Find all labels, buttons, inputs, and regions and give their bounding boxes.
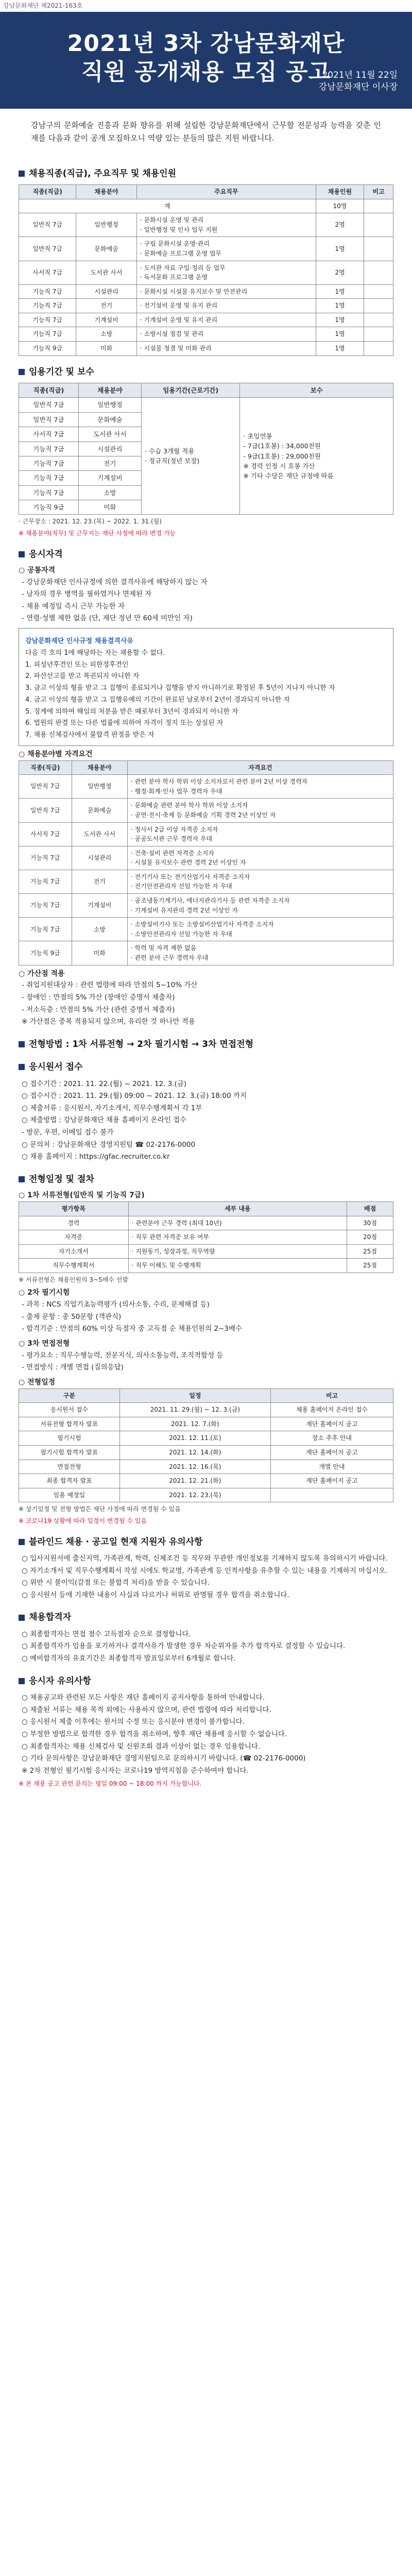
field-cell: 기계설비 [76,313,137,327]
pay-title: · 초임연봉 [243,432,272,440]
list-item: ※ 가산점은 중복 적용되지 않으며, 유리한 것 하나만 적용 [22,1018,195,1026]
work-place-note: · 근무장소 : 2021. 12. 23.(목) ~ 2022. 1. 31.(월) [19,518,162,526]
jobs-table [19,184,393,356]
section-process-title: 전형방법 : 1차 서류전형 → 2차 필기시험 → 3차 면접전형 [29,1039,254,1049]
common-qual-list [19,577,393,625]
remark-cell [364,327,393,342]
table-header-cell: 채용분야 [72,760,127,775]
common-qual-title: ○ 공통자격 [19,566,56,574]
bonus-title: ○ 가산점 적용 [19,969,65,978]
field-cell: 소방 [76,327,137,342]
remark-cell: 재단 홈페이지 공고 [270,1446,393,1460]
remark-cell: 장소 추후 안내 [270,1431,393,1446]
doc-screen-note: ※ 서류전형은 채용인원의 3~5배수 선발 [19,1276,128,1283]
section-application [0,1060,412,1163]
rank-cell: 기능직 7급 [19,485,79,500]
count-cell: 1명 [316,313,364,327]
step-cell: 면접전형 [19,1460,120,1474]
field-cell: 전기 [78,456,141,470]
item-cell: 자격증 [19,1230,129,1245]
list-item: ※ 2차 전형인 필기시험 응시자는 코로나19 방역지침을 준수하여야 합니다. [22,1766,249,1775]
condition-cell: · 문화예술 관련 분야 학사 학위 이상 소지자 · 공연·전시·축제 등 문화예술 기획 경력 2년 이상인 자 [127,799,393,822]
rank-cell: 일반직 7급 [19,398,79,412]
table-row [19,398,393,412]
list-item: - 채용 예정일 즉시 근무 가능한 자 [22,602,125,611]
count-cell: 1명 [316,299,364,313]
table-row [19,1417,393,1431]
field-cell: 시설관리 [76,284,137,299]
table-row [19,261,393,284]
list-item: ○ 부정한 방법으로 합격한 경우 합격을 취소하며, 향후 재단 채용에 응시할 수 없습니다. [22,1730,287,1738]
table-header-cell: 비고 [270,1388,393,1403]
final-note: ※ 본 채용 공고 관련 문의는 평일 09:00 ~ 18:00 까지 가능합니다. [19,1780,202,1788]
table-header-cell: 직종(직급) [19,383,79,398]
pay-line: ※ 경력 인정 시 호봉 가산 [243,462,315,470]
section-pay-heading [19,365,393,379]
item-cell: 직무수행계획서 [19,1259,129,1273]
step-cell: 임용 예정일 [19,1488,120,1502]
table-header-cell: 배점 [347,1201,393,1216]
table-row [19,822,393,846]
list-item: ○ 채용공고와 관련된 모든 사항은 재단 홈페이지 공지사항을 통하여 안내합니다. [22,1693,265,1702]
rank-cell: 사서직 7급 [19,822,72,846]
list-item: ○ 기타 문의사항은 강남문화재단 경영지원팀으로 문의하시기 바랍니다. (☎ 02-2176-0000) [22,1754,306,1763]
section-jobs [0,167,412,356]
list-item: ○ 접수시간 : 2021. 11. 29.(월) 09:00 ~ 2021. 12. 3.(금) 18:00 까지 [22,1092,247,1100]
result-list [19,1629,393,1665]
list-item: - 방문, 우편, 이메일 접수 불가 [22,1128,114,1137]
rank-cell: 기능직 9급 [19,500,79,515]
rank-cell: 기능직 9급 [19,941,72,965]
disqualification-line: 7. 채용 신체검사에서 불합격 판정을 받은 자 [25,731,154,739]
duty-cell: · 문화시설 운영 및 관리 · 일반행정 및 인사 업무 지원 [136,213,316,237]
list-item: ○ 제출방법 : 강남문화재단 채용 홈페이지 온라인 접수 [22,1116,187,1125]
condition-cell: · 건축·설비 관련 자격증 소지자 · 시설물 유지보수 관련 경력 2년 이상인 자 [127,846,393,870]
table-header-cell: 자격요건 [127,760,393,775]
total-count-cell: 10명 [316,199,364,213]
rank-cell: 일반직 7급 [19,775,72,799]
exam-list [19,1299,393,1335]
step-cell: 응시원서 접수 [19,1403,120,1417]
table-row [19,1431,393,1446]
square-bullet-icon [19,1615,25,1621]
doc-screen-table [19,1201,393,1273]
title-banner [0,12,412,109]
date-cell: 2021. 12. 21.(화) [119,1474,270,1488]
list-item: - 과목 : NCS 직업기초능력평가 (의사소통, 수리, 문제해결 등) [22,1300,210,1309]
bonus-list [19,979,393,1028]
table-row [19,775,393,799]
square-bullet-icon [19,369,25,375]
remark-cell [364,299,393,313]
pay-table [19,383,393,515]
remark-cell: 재단 홈페이지 공고 [270,1474,393,1488]
rank-cell: 일반직 7급 [19,237,76,261]
square-bullet-icon [19,551,25,557]
banner-title-line2: 직원 공개채용 모집 공고 [81,58,331,85]
list-item: - 평가요소 : 직무수행능력, 전문지식, 의사소통능력, 조직적합성 등 [22,1351,224,1360]
section-notes-heading [19,1674,393,1688]
remark-cell [364,213,393,237]
count-cell: 1명 [316,342,364,356]
section-result-title: 채용합격자 [29,1612,72,1623]
table-row [19,1403,393,1417]
section-schedule [0,1173,412,1526]
table-row [19,1488,393,1502]
table-header-cell: 직종(직급) [19,760,72,775]
field-cell: 전기 [76,299,137,313]
application-list [19,1078,393,1163]
table-row [19,846,393,870]
table-row [19,1474,393,1488]
list-item: - 저소득층 : 만점의 5% 가산 (관련 증명서 제출자) [22,1005,175,1014]
rank-cell: 기능직 7급 [19,327,76,342]
table-row [19,941,393,965]
schedule-note-1: ※ 상기일정 및 전형 방법은 재단 사정에 따라 변경될 수 있음 [19,1505,181,1513]
rank-cell: 기능직 7급 [19,846,72,870]
condition-cell: · 정사서 2급 이상 자격증 소지자 · 공공도서관 근무 경력자 우대 [127,822,393,846]
section-process-heading [19,1038,393,1051]
table-header-cell: 임용기간(근로기간) [142,383,240,398]
disqualification-line: 2. 파산선고를 받고 복권되지 아니한 자 [25,672,140,681]
banner-date: 2021년 11월 22일 [322,70,398,80]
count-cell: 2명 [316,213,364,237]
field-cell: 도서관 사서 [72,822,127,846]
detail-cell: · 직무 이해도 및 수행계획 [128,1259,347,1273]
list-item: ○ 최종합격자는 채용 신체검사 및 신원조회 결과 이상이 없는 경우 임용합니다. [22,1742,261,1751]
condition-cell: · 공조냉동기계기사, 에너지관리기사 등 관련 자격증 소지자 · 기계설비 유지관리 경력 2년 이상인 자 [127,894,393,918]
list-item: ○ 응시원서 등에 기재한 내용이 사실과 다르거나 허위로 판명될 경우 합격을 취소합니다. [22,1590,289,1599]
condition-cell: · 전기기사 또는 전기산업기사 자격증 소지자 · 전기안전관리자 선임 가능한 자 우대 [127,870,393,893]
section-application-title: 응시원서 접수 [29,1062,83,1073]
disqualification-line: 4. 금고 이상의 형을 받고 그 집행유예의 기간이 완료된 날로부터 2년이 경과되지 아니한 자 [25,696,290,704]
field-qual-table [19,760,393,965]
section-eligibility-title: 응시자격 [29,549,63,560]
section-pay [0,365,412,538]
list-item: ○ 응시원서 제출 이후에는 원서의 수정 또는 응시분야 변경이 불가합니다. [22,1718,245,1726]
list-item: - 면접방식 : 개별 면접 (질의응답) [22,1363,124,1372]
section-jobs-heading [19,167,393,180]
rank-cell: 일반직 7급 [19,213,76,237]
step-cell: 필기시험 [19,1431,120,1446]
table-header-cell: 채용인원 [316,184,364,199]
duty-cell: · 시설물 청결 및 미화 관리 [136,342,316,356]
section-notes-title: 응시자 유의사항 [29,1675,91,1686]
interview-list [19,1350,393,1374]
remark-cell [364,284,393,299]
rank-cell: 기능직 7급 [19,299,76,313]
score-cell: 20점 [347,1230,393,1245]
schedule-note-2: ※ 코로나19 상황에 따라 일정이 변경될 수 있음 [19,1517,147,1524]
duty-cell: · 도서관 자료 구입·정리 등 업무 · 독서문화 프로그램 운영 [136,261,316,284]
score-cell: 30점 [347,1216,393,1230]
disqualification-line: 5. 징계에 의하여 해임의 처분을 받은 때로부터 3년이 경과되지 아니한 자 [25,707,238,716]
table-header-cell: 비고 [364,184,393,199]
table-row [19,894,393,918]
section-jobs-title: 채용직종(직급), 주요직무 및 채용인원 [29,168,177,179]
rank-cell: 기능직 9급 [19,342,76,356]
pay-change-note: ※ 채용분야(직무) 및 근무지는 재단 사정에 따라 변경 가능 [19,529,176,537]
list-item: - 취업지원대상자 : 관련 법령에 따라 만점의 5~10% 가산 [22,981,198,990]
notes-list [19,1692,393,1777]
section-result [0,1611,412,1665]
list-item: ○ 위반 시 불이익(감점 또는 불합격 처리)을 받을 수 있습니다. [22,1579,210,1587]
remark-cell [364,313,393,327]
field-cell: 기계설비 [78,471,141,485]
remark-cell: 채용 홈페이지 온라인 접수 [270,1403,393,1417]
count-cell: 1명 [316,327,364,342]
banner-issuer: 강남문화재단 이사장 [318,81,398,92]
table-header-cell: 세부 내용 [128,1201,347,1216]
list-item: - 연령·성별 제한 없음 (단, 재단 정년 만 60세 미만인 자) [22,614,193,623]
item-cell: 경력 [19,1216,129,1230]
notice-id: 강남문화재단 제2021-163호 [3,2,83,9]
table-header-cell: 일정 [119,1388,270,1403]
square-bullet-icon [19,171,25,177]
list-item: ○ 제출서류 : 응시원서, 자기소개서, 직무수행계획서 각 1부 [22,1104,202,1112]
table-header-cell: 주요직무 [136,184,316,199]
field-cell: 문화예술 [72,799,127,822]
duty-cell: · 기계설비 운영 및 유지 관리 [136,313,316,327]
date-cell: 2021. 12. 11.(토) [119,1431,270,1446]
table-row [19,342,393,356]
list-item: - 남자의 경우 병역을 필하였거나 면제된 자 [22,590,152,599]
section-schedule-title: 전형일정 및 절차 [29,1174,94,1184]
field-cell: 일반행정 [76,213,137,237]
schedule-title: ○ 전형일정 [19,1378,56,1386]
square-bullet-icon [19,1064,25,1070]
rank-cell: 기능직 7급 [19,313,76,327]
doc-screen-title: ○ 1차 서류전형(일반직 및 기능직 7급) [19,1191,145,1200]
count-cell: 1명 [316,237,364,261]
field-cell: 전기 [72,870,127,893]
step-cell: 서류전형 합격자 발표 [19,1417,120,1431]
disqualification-box-title: 강남문화재단 인사규정 채용결격사유 [25,637,133,646]
step-cell: 최종 합격자 발표 [19,1474,120,1488]
remark-cell [364,199,393,213]
list-item: ○ 제출된 서류는 채용 목적 외에는 사용하지 않으며, 관련 법령에 따라 처리합니다. [22,1705,271,1714]
section-result-heading [19,1611,393,1624]
field-cell: 미화 [78,500,141,515]
table-header-cell: 채용분야 [76,184,137,199]
section-blind-title: 블라인드 채용 · 공고일 현재 지원자 유의사항 [29,1536,203,1547]
remark-cell: 재단 홈페이지 공고 [270,1417,393,1431]
table-row [19,213,393,237]
schedule-table [19,1388,393,1503]
score-cell: 25점 [347,1244,393,1259]
field-cell: 소방 [78,485,141,500]
section-process [0,1038,412,1051]
score-cell: 25점 [347,1259,393,1273]
intro-text: 강남구의 문화예술 진흥과 문화 향유를 위해 설립한 강남문화재단에서 근무할 전문성과 능력을 갖춘 인재를 다음과 같이 공개 모집하오니 역량 있는 분들의 많은 지원 바랍니다. [31,120,381,143]
field-cell: 일반행정 [72,775,127,799]
date-cell: 2021. 12. 14.(화) [119,1446,270,1460]
table-row [19,1216,393,1230]
square-bullet-icon [19,1176,25,1182]
square-bullet-icon [19,1041,25,1047]
table-row [19,1230,393,1245]
table-row [19,1446,393,1460]
field-cell: 일반행정 [78,398,141,412]
disqualification-line: 1. 피성년후견인 또는 피한정후견인 [25,660,129,669]
list-item: ○ 접수기간 : 2021. 11. 22.(월) ~ 2021. 12. 3.(금) [22,1079,187,1088]
interview-title: ○ 3차 면접전형 [19,1340,70,1348]
rank-cell: 사서직 7급 [19,427,79,442]
blind-list [19,1553,393,1602]
section-schedule-heading [19,1173,393,1186]
table-row [19,299,393,313]
pay-line: - 7급(1호봉) : 34,000천원 [243,442,321,450]
detail-cell: · 지원동기, 성장과정, 직무역량 [128,1244,347,1259]
pay-line: ※ 기타 수당은 재단 규정에 따름 [243,472,334,480]
detail-cell: · 직무 관련 자격증 보유 여부 [128,1230,347,1245]
exam-title: ○ 2차 필기시험 [19,1289,70,1297]
date-cell: 2021. 12. 23.(목) [119,1488,270,1502]
list-item: - 장애인 : 만점의 5% 가산 (장애인 증명서 제출자) [22,993,175,1002]
duty-cell: · 소방시설 점검 및 관리 [136,327,316,342]
detail-cell: · 관련분야 근무 경력 (최대 10년) [128,1216,347,1230]
table-header-cell: 직종(직급) [19,184,76,199]
remark-cell [270,1488,393,1502]
count-cell: 1명 [316,284,364,299]
date-cell: 2021. 12. 16.(목) [119,1460,270,1474]
banner-date-block [319,70,398,93]
rank-cell: 기능직 7급 [19,894,72,918]
field-cell: 기계설비 [72,894,127,918]
banner-title-line1: 2021년 3차 강남문화재단 [67,30,345,57]
table-header-cell: 보수 [240,383,393,398]
rank-cell: 기능직 7급 [19,442,79,456]
table-row [19,799,393,822]
list-item: - 합격기준 : 만점의 60% 이상 득점자 중 고득점 순 채용인원의 2~3배수 [22,1325,243,1333]
list-item: - 출제 문항 : 총 50문항 (객관식) [22,1312,122,1321]
date-cell: 2021. 12. 7.(화) [119,1417,270,1431]
section-pay-title: 임용기간 및 보수 [29,366,94,377]
date-cell: 2021. 11. 29.(월) ~ 12. 3.(금) [119,1403,270,1417]
rank-cell: 기능직 7급 [19,870,72,893]
duty-cell: · 문화시설 시설물 유지보수 및 안전관리 [136,284,316,299]
section-eligibility [0,548,412,1028]
rank-cell: 기능직 7급 [19,918,72,941]
condition-cell: · 학력 및 자격 제한 없음 · 관련 분야 근무 경력자 우대 [127,941,393,965]
table-row [19,870,393,893]
field-cell: 미화 [72,941,127,965]
field-qual-title: ○ 채용분야별 자격요건 [19,750,93,758]
rank-cell: 기능직 7급 [19,456,79,470]
list-item: ○ 채용 홈페이지 : https://gfac.recruiter.co.kr [22,1153,170,1161]
field-cell: 시설관리 [78,442,141,456]
section-blind [0,1535,412,1602]
table-row [19,1259,393,1273]
section-blind-heading [19,1535,393,1549]
remark-cell [364,342,393,356]
table-row [19,327,393,342]
rank-cell: 기능직 7급 [19,284,76,299]
field-cell: 도서관 사서 [76,261,137,284]
remark-cell [364,237,393,261]
remark-cell: 개별 안내 [270,1460,393,1474]
condition-cell: · 관련 분야 학사 학위 이상 소지자로서 관련 분야 2년 이상 경력자 · 행정·회계·인사 업무 경력자 우대 [127,775,393,799]
field-cell: 문화예술 [76,237,137,261]
pay-line: - 9급(1호봉) : 29,000천원 [243,452,321,460]
list-item: ○ 입사지원서에 출신지역, 가족관계, 학력, 신체조건 등 직무와 무관한 개인정보를 기재하지 않도록 유의하시기 바랍니다. [22,1554,388,1563]
square-bullet-icon [19,1678,25,1684]
section-eligibility-heading [19,548,393,561]
table-header-cell: 평가항목 [19,1201,129,1216]
table-row [19,1244,393,1259]
duty-cell: · 구립 문화시설 운영·관리 · 문화예술 프로그램 운영 업무 [136,237,316,261]
rank-cell: 기능직 7급 [19,471,79,485]
table-row [19,199,393,213]
table-row [19,1460,393,1474]
remark-cell [364,261,393,284]
field-cell: 문화예술 [78,412,141,427]
disqualification-line: 6. 법원의 판결 또는 다른 법률에 의하여 자격이 정지 또는 상실된 자 [25,719,224,727]
list-item: ○ 예비합격자의 유효기간은 최종합격자 발표일로부터 6개월로 합니다. [22,1654,236,1663]
table-row [19,284,393,299]
disqualification-line: 3. 금고 이상의 형을 받고 그 집행이 종료되거나 집행을 받지 아니하기로 확정된 후 5년이 지나지 아니한 자 [25,684,335,692]
list-item: ○ 최종합격자는 면접 점수 고득점자 순으로 결정합니다. [22,1630,191,1638]
disqualification-line: 다음 각 호의 1에 해당하는 자는 채용할 수 없다. [25,649,165,657]
step-cell: 필기시험 합격자 발표 [19,1446,120,1460]
pay-cell [240,398,393,515]
list-item: ○ 최종합격자가 임용을 포기하거나 결격사유가 발생한 경우 차순위자를 추가 합격자로 결정할 수 있습니다. [22,1642,346,1651]
rank-cell: 일반직 7급 [19,799,72,822]
table-row [19,237,393,261]
rank-cell: 일반직 7급 [19,412,79,427]
list-item: ○ 문의처 : 강남문화재단 경영지원팀 ☎ 02-2176-0000 [22,1140,196,1149]
list-item: - 강남문화재단 인사규정에 의한 결격사유에 해당하지 않는 자 [22,578,208,586]
square-bullet-icon [19,1539,25,1545]
item-cell: 자기소개서 [19,1244,129,1259]
field-cell: 도서관 사서 [78,427,141,442]
field-cell: 시설관리 [72,846,127,870]
disqualification-box [19,628,393,746]
section-application-heading [19,1060,393,1074]
duty-cell: · 전기설비 운영 및 유지 관리 [136,299,316,313]
table-header-cell: 구분 [19,1388,120,1403]
period-cell: · 수습 3개월 적용 · 정규직(정년 보장) [142,398,240,515]
condition-cell: · 소방설비기사 또는 소방설비산업기사 자격증 소지자 · 소방안전관리자 선임 가능한 자 우대 [127,918,393,941]
field-cell: 소방 [72,918,127,941]
section-notes [0,1674,412,1789]
rank-cell: 사서직 7급 [19,261,76,284]
list-item: ○ 자기소개서 및 직무수행계획서 작성 시에도 학교명, 가족관계 등 인적사항을 유추할 수 있는 내용을 기재하지 마십시오. [22,1566,388,1575]
table-row [19,918,393,941]
total-label-cell: 계 [19,199,316,213]
field-cell: 미화 [76,342,137,356]
table-row [19,313,393,327]
table-header-cell: 채용분야 [78,383,141,398]
count-cell: 2명 [316,261,364,284]
